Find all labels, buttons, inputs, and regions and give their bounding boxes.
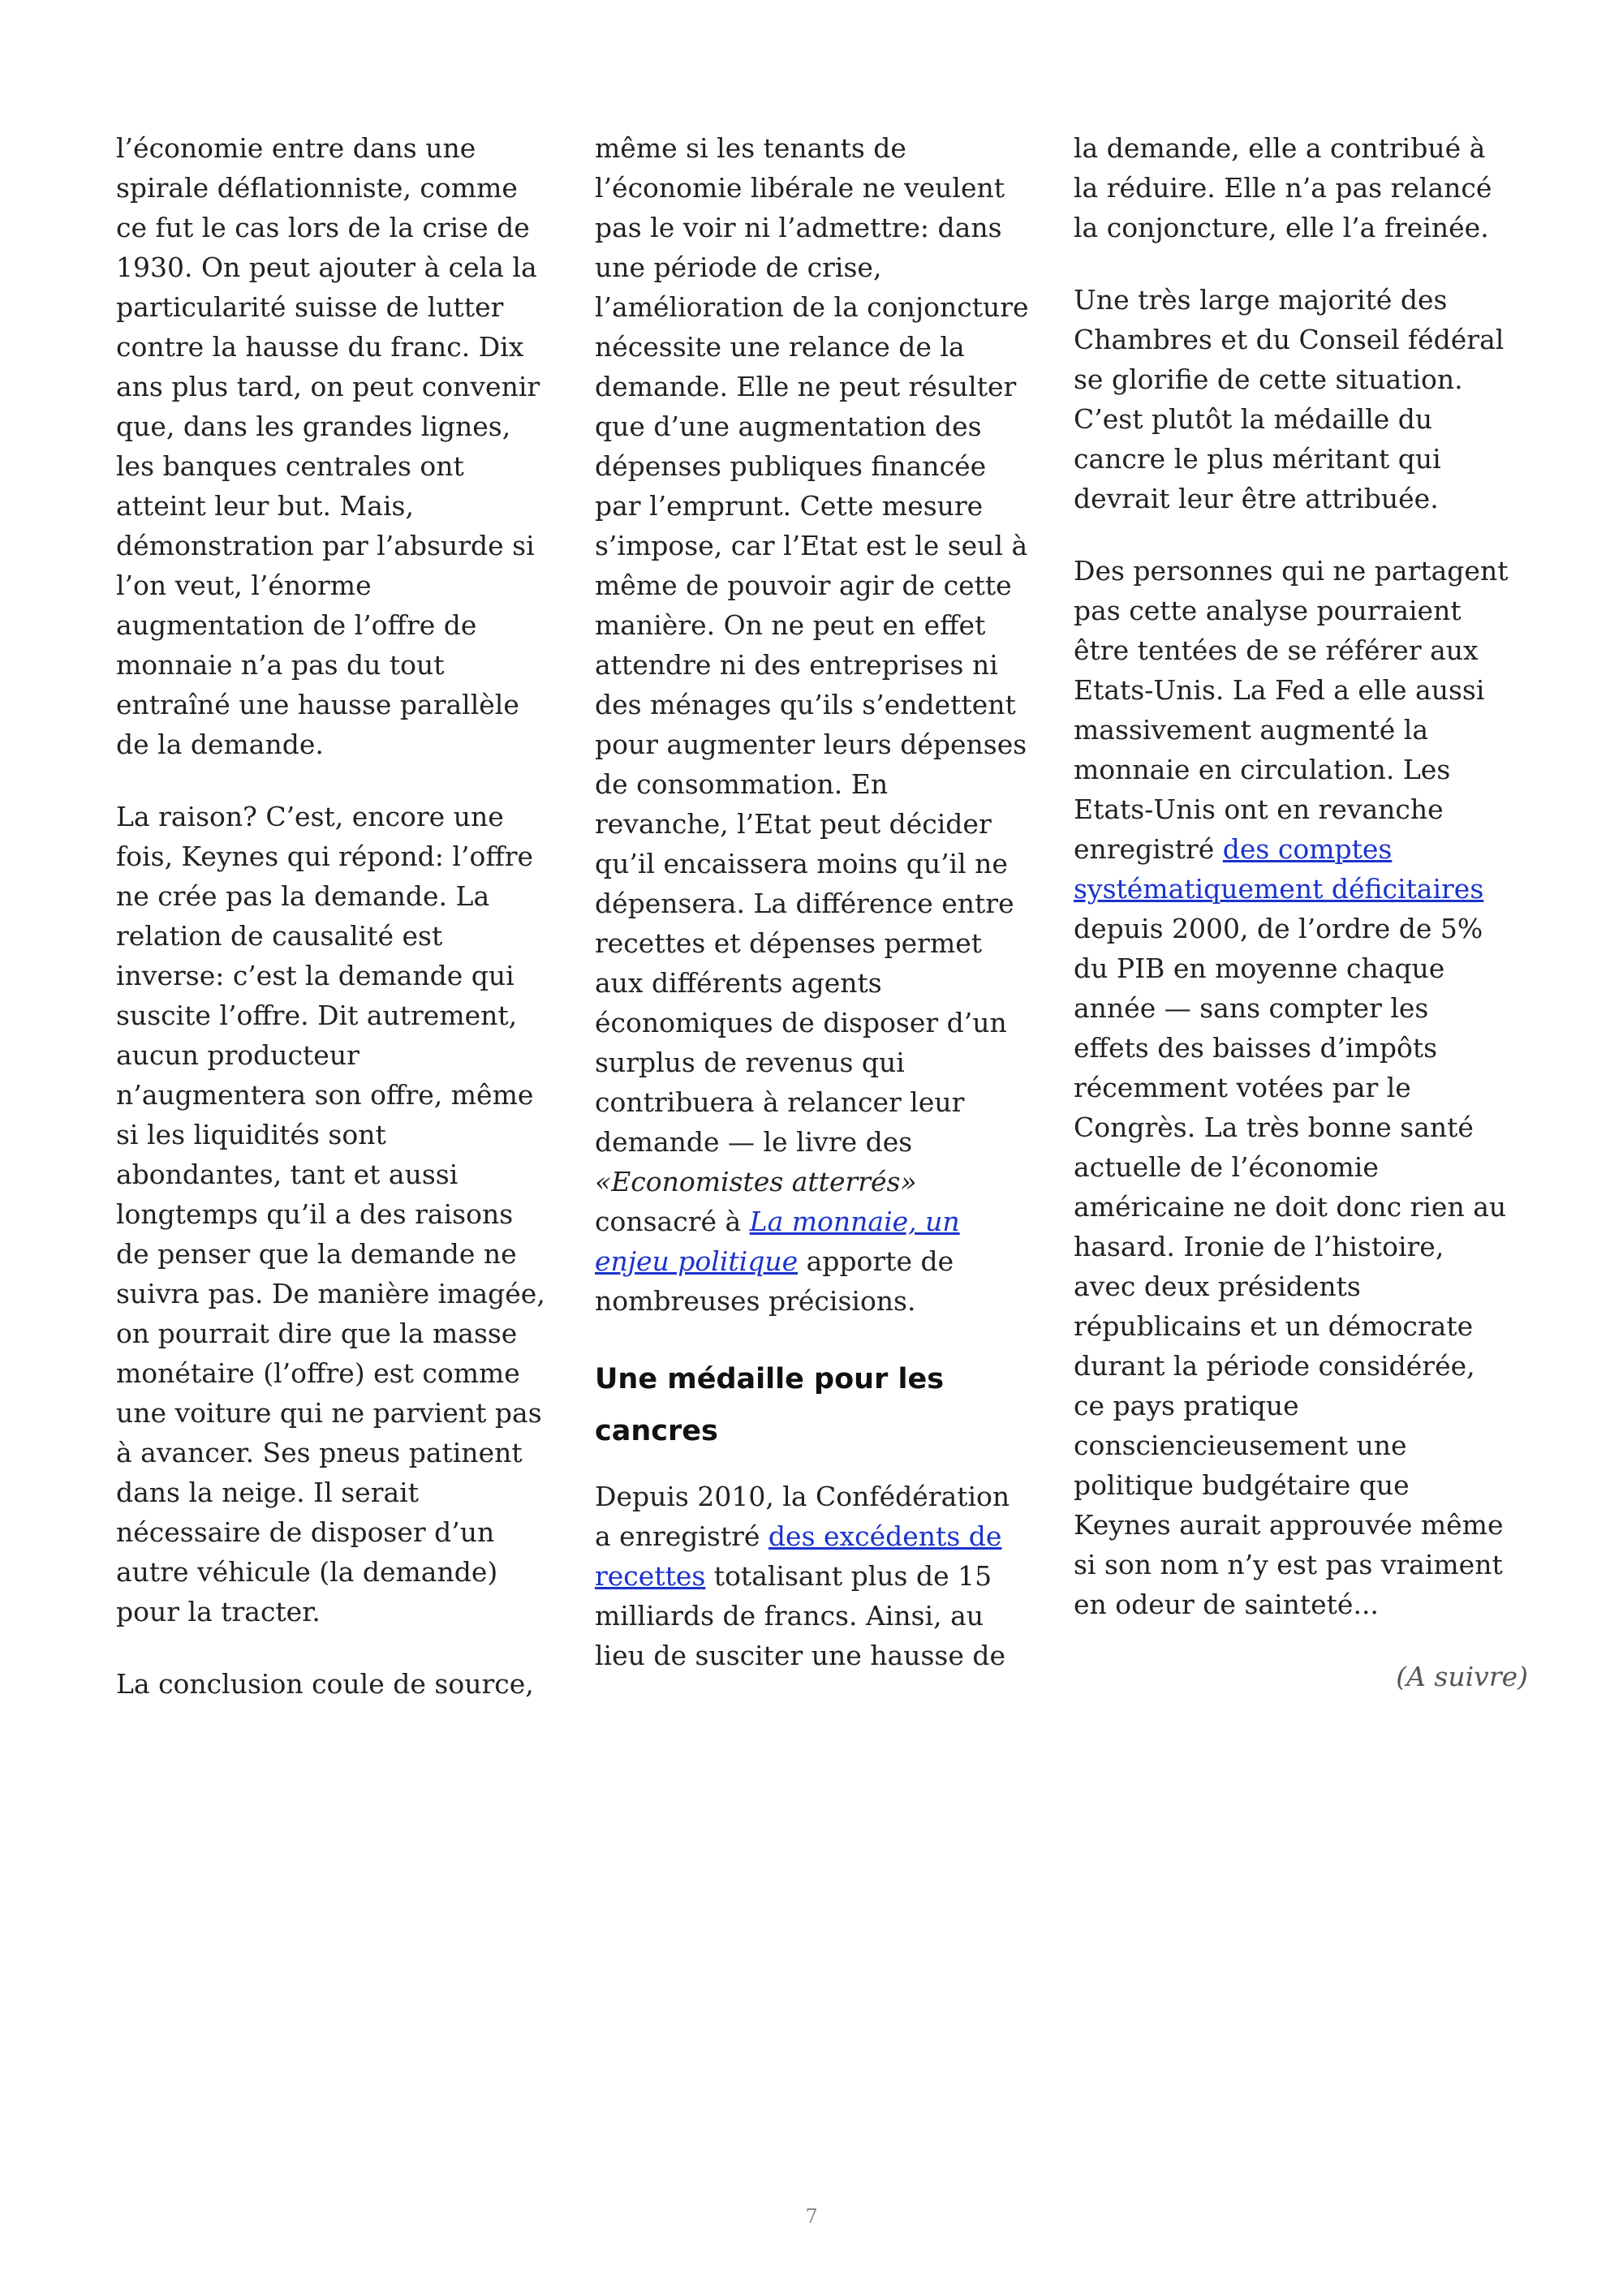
paragraph-depuis-2010: Depuis 2010, la Confédération a enregistré des excédents de recettes totalisant plus de 15 milliards de francs. Ainsi, au lieu de susciter une hausse de — [595, 1477, 1049, 1675]
text-line: aucun producteur — [116, 1039, 359, 1071]
book-line — [595, 1162, 1049, 1202]
text-line: fois, Keynes qui répond: l’offre — [116, 841, 534, 872]
text-line: pas le voir ni l’admettre: dans — [595, 212, 1002, 243]
text-line: l’économie libérale ne veulent — [595, 172, 1005, 204]
text-line: contribuera à relancer leur — [595, 1086, 965, 1118]
book-title-italic: «Economistes atterrés» — [595, 1166, 917, 1197]
text-line: dépensera. La différence entre — [595, 888, 1014, 919]
text-line: surplus de revenus qui — [595, 1047, 905, 1078]
text-line: politique budgétaire que — [1074, 1469, 1410, 1501]
comptes-link-continued[interactable]: systématiquement déficitaires — [1074, 873, 1484, 905]
text-line: demande. Elle ne peut résulter — [595, 371, 1017, 402]
paragraph-2 — [116, 797, 570, 1632]
text-line: démonstration par l’absurde si — [116, 530, 535, 561]
text-line: particularité suisse de lutter — [116, 291, 504, 323]
text-line: revanche, l’Etat peut décider — [595, 808, 992, 840]
text-line: lieu de susciter une hausse de — [595, 1640, 1005, 1671]
text-line: on pourrait dire que la masse — [116, 1318, 518, 1349]
excedents-link-line-2: recettes totalisant plus de 15 — [595, 1560, 992, 1592]
text-line: C’est plutôt la médaille du — [1074, 403, 1433, 435]
paragraph-3 — [116, 1664, 570, 1704]
text-line: Des personnes qui ne partagent — [1074, 555, 1509, 587]
text-line: Etats-Unis. La Fed a elle aussi — [1074, 674, 1485, 706]
text-line: consciencieusement une — [1074, 1430, 1407, 1461]
text-line: même de pouvoir agir de cette — [595, 570, 1012, 601]
text-line: pour la tracter. — [116, 1596, 321, 1627]
text-line: cancres — [595, 1415, 718, 1447]
paragraph-lines — [595, 128, 1049, 1162]
text-line: la conjoncture, elle l’a freinée. — [1074, 212, 1489, 243]
text-line: relation de causalité est — [116, 920, 443, 952]
text-line: une période de crise, — [595, 252, 882, 283]
text-line: de penser que la demande ne — [116, 1238, 517, 1270]
comptes-link-line-1: enregistré des comptes — [1074, 833, 1393, 865]
text-line: cancre le plus méritant qui — [1074, 443, 1441, 475]
text-line: qu’il encaissera moins qu’il ne — [595, 848, 1008, 879]
text-line: la demande, elle a contribué à — [1074, 132, 1486, 164]
text-line: par l’emprunt. Cette mesure — [595, 490, 984, 522]
text-line: augmentation de l’offre de — [116, 609, 477, 641]
text-line: contre la hausse du franc. Dix — [116, 331, 524, 363]
text-line: être tentées de se référer aux — [1074, 634, 1479, 666]
text-line: recettes et dépenses permet — [595, 927, 983, 959]
paragraph-1 — [116, 128, 570, 764]
text-line: économiques de disposer d’un — [595, 1007, 1007, 1038]
text-line: que, dans les grandes lignes, — [116, 411, 511, 442]
text-line: dans la neige. Il serait — [116, 1477, 419, 1508]
text-line: des ménages qu’ils s’endettent — [595, 689, 1016, 720]
text-line: spirale déflationniste, comme — [116, 172, 518, 204]
text-line: aux différents agents — [595, 967, 882, 999]
book-link-line-2: enjeu politique apporte de — [595, 1245, 954, 1277]
text-line: même si les tenants de — [595, 132, 906, 164]
text-line: du PIB en moyenne chaque — [1074, 952, 1445, 984]
text-line: atteint leur but. Mais, — [116, 490, 414, 522]
text-line: hasard. Ironie de l’histoire, — [1074, 1231, 1444, 1262]
book-link-line-1: consacré à La monnaie, un — [595, 1206, 960, 1237]
text-line: autre véhicule (la demande) — [116, 1556, 498, 1588]
text-line: inverse: c’est la demande qui — [116, 960, 514, 991]
text-line: monnaie en circulation. Les — [1074, 754, 1451, 785]
text-line: en odeur de sainteté... — [1074, 1589, 1379, 1620]
text-line: Etats-Unis ont en revanche — [1074, 793, 1444, 825]
paragraph-rest — [595, 1596, 1049, 1675]
text-line: les banques centrales ont — [116, 450, 464, 482]
text-line: durant la période considérée, — [1074, 1350, 1475, 1382]
text-line: de la demande. — [116, 729, 324, 760]
text-line: une voiture qui ne parvient pas — [116, 1397, 542, 1429]
text-line: suscite l’offre. Dit autrement, — [116, 1000, 518, 1031]
paragraph-1 — [1074, 128, 1528, 247]
text-line: abondantes, tant et aussi — [116, 1159, 458, 1190]
text-line: ans plus tard, on peut convenir — [116, 371, 540, 402]
text-line: si les liquidités sont — [116, 1119, 386, 1150]
text-line: s’impose, car l’Etat est le seul à — [595, 530, 1028, 561]
paragraph-last-line: nombreuses précisions. — [595, 1285, 916, 1317]
text-line: La raison? C’est, encore une — [116, 801, 504, 832]
text-line: l’économie entre dans une — [116, 132, 476, 164]
a-suivre: (A suivre) — [1396, 1661, 1528, 1692]
text-line: Une médaille pour les — [595, 1363, 945, 1395]
text-line: demande — le livre des — [595, 1126, 913, 1158]
text-line: actuelle de l’économie — [1074, 1151, 1379, 1183]
excedents-link-continued[interactable]: recettes — [595, 1560, 706, 1592]
excedents-link-line-1: a enregistré des excédents de — [595, 1520, 1002, 1552]
text-line: monétaire (l’offre) est comme — [116, 1357, 520, 1389]
text-line: Chambres et du Conseil fédéral — [1074, 324, 1505, 355]
text-line: 1930. On peut ajouter à cela la — [116, 252, 537, 283]
text-line: depuis 2000, de l’ordre de 5% — [1074, 913, 1483, 944]
text-line: nécessite une relance de la — [595, 331, 965, 363]
text-line: ce fut le cas lors de la crise de — [116, 212, 530, 243]
text-line: si son nom n’y est pas vraiment — [1074, 1549, 1503, 1580]
excedents-link[interactable]: des excédents de — [768, 1520, 1002, 1552]
text-line: Congrès. La très bonne santé — [1074, 1111, 1474, 1143]
text-line: entraîné une hausse parallèle — [116, 689, 519, 720]
text-line: se glorifie de cette situation. — [1074, 363, 1463, 395]
text-line: l’amélioration de la conjoncture — [595, 291, 1029, 323]
paragraph-continuation — [595, 128, 1049, 1321]
column-3 — [1074, 128, 1528, 1696]
text-line: année — sans compter les — [1074, 992, 1429, 1024]
text-line: La conclusion coule de source, — [116, 1668, 534, 1700]
text-line: ne crée pas la demande. La — [116, 880, 490, 912]
text-line: de consommation. En — [595, 768, 889, 800]
text-line: devrait leur être attribuée. — [1074, 483, 1439, 514]
column-2 — [595, 128, 1049, 1708]
text-line: n’augmentera son offre, même — [116, 1079, 534, 1111]
book-link-continued[interactable]: enjeu politique — [595, 1245, 799, 1277]
text-line: Keynes aurait approuvée même — [1074, 1509, 1504, 1541]
text-line: milliards de francs. Ainsi, au — [595, 1600, 984, 1632]
page-number: 7 — [805, 2205, 818, 2228]
book-link[interactable]: La monnaie, un — [749, 1206, 960, 1237]
text-line: avec deux présidents — [1074, 1271, 1361, 1302]
paragraph-lines — [1074, 551, 1528, 829]
text-line: la réduire. Elle n’a pas relancé — [1074, 172, 1492, 204]
text-line: suivra pas. De manière imagée, — [116, 1278, 545, 1309]
paragraph-3 — [1074, 551, 1528, 1624]
text-line: nécessaire de disposer d’un — [116, 1516, 495, 1548]
text-line: manière. On ne peut en effet — [595, 609, 986, 641]
comptes-link-line-2 — [1074, 869, 1528, 909]
text-line: Une très large majorité des — [1074, 284, 1448, 316]
paragraph-2 — [1074, 280, 1528, 518]
text-line: que d’une augmentation des — [595, 411, 982, 442]
text-line: longtemps qu’il a des raisons — [116, 1198, 514, 1230]
text-line: récemment votées par le — [1074, 1072, 1411, 1103]
text-line: à avancer. Ses pneus patinent — [116, 1437, 523, 1468]
text-line: attendre ni des entreprises ni — [595, 649, 998, 681]
text-line: monnaie n’a pas du tout — [116, 649, 445, 681]
text-line: américaine ne doit donc rien au — [1074, 1191, 1507, 1223]
text-line: effets des baisses d’impôts — [1074, 1032, 1438, 1064]
text-line: massivement augmenté la — [1074, 714, 1429, 746]
text-line: pas cette analyse pourraient — [1074, 595, 1462, 626]
text-line: dépenses publiques financée — [595, 450, 987, 482]
text-line: l’on veut, l’énorme — [116, 570, 372, 601]
paragraph-lines-end — [1074, 909, 1528, 1624]
comptes-link[interactable]: des comptes — [1222, 833, 1393, 865]
column-1 — [116, 128, 570, 1736]
text-line: pour augmenter leurs dépenses — [595, 729, 1027, 760]
text-line: républicains et un démocrate — [1074, 1310, 1474, 1342]
text-line: ce pays pratique — [1074, 1390, 1299, 1421]
section-heading — [595, 1353, 1049, 1457]
